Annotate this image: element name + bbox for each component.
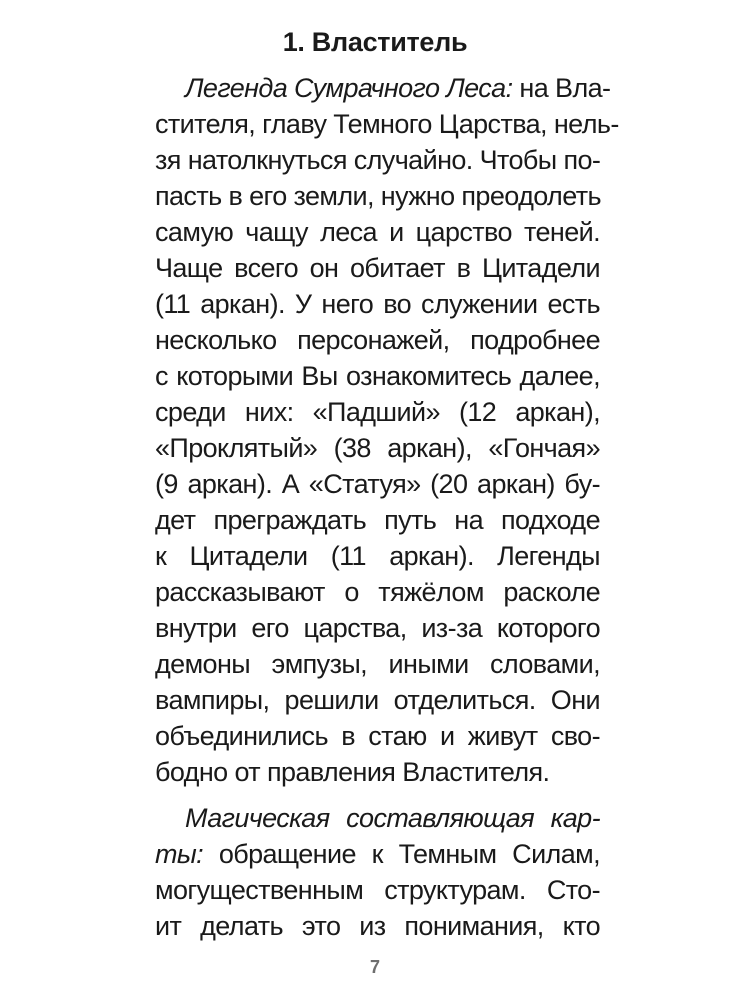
paragraph-2-line-2-rest: обращение к Темным Силам, bbox=[203, 839, 600, 869]
paragraph-2-line: могущественным структурам. Сто- bbox=[155, 875, 600, 905]
body-text bbox=[155, 70, 619, 944]
paragraph-2-line-1 bbox=[155, 800, 600, 836]
paragraph-1-line: среди них: «Падший» (12 аркан), bbox=[155, 397, 600, 427]
paragraph-1-line-1 bbox=[155, 70, 611, 106]
paragraph-1-line: (11 аркан). У него во служении есть bbox=[155, 289, 600, 319]
chapter-title: 1. Властитель bbox=[282, 27, 468, 57]
paragraph-1-line: к Цитадели (11 аркан). Легенды bbox=[155, 541, 600, 571]
magic-heading-part-1: Магическая составляющая кар- bbox=[185, 803, 600, 833]
paragraph-1-last-line: бодно от правления Властителя. bbox=[155, 757, 550, 787]
page-number: 7 bbox=[369, 957, 380, 977]
paragraph-1-line: дет преграждать путь на подходе bbox=[155, 505, 600, 535]
paragraph-1-line: «Проклятый» (38 аркан), «Гончая» bbox=[155, 433, 600, 463]
paragraph-gap bbox=[155, 790, 600, 800]
paragraph-1-line: вампиры, решили отделиться. Они bbox=[155, 685, 600, 715]
magic-heading-part-2: ты: bbox=[155, 839, 204, 869]
paragraph-1-line: Чаще всего он обитает в Цитадели bbox=[155, 253, 600, 283]
paragraph-1-line: несколько персонажей, подробнее bbox=[155, 325, 600, 355]
paragraph-1-line: с которыми Вы ознакомитесь далее, bbox=[155, 361, 600, 391]
paragraph-1-line: объединились в стаю и живут сво- bbox=[155, 721, 600, 751]
paragraph-1-line: рассказывают о тяжёлом расколе bbox=[155, 577, 600, 607]
paragraph-1-line: демоны эмпузы, иными словами, bbox=[155, 649, 600, 679]
paragraph-1-line: пасть в его земли, нужно преодолеть bbox=[155, 181, 601, 211]
paragraph-1-line-1-rest: на Вла- bbox=[512, 73, 611, 103]
paragraph-1-line: зя натолкнуться случайно. Чтобы по- bbox=[155, 145, 601, 175]
paragraph-2-line-2 bbox=[155, 836, 600, 872]
legend-heading: Легенда Сумрачного Леса: bbox=[185, 73, 513, 103]
paragraph-1-line: внутри его царства, из-за которого bbox=[155, 613, 600, 643]
paragraph-2-line: ит делать это из понимания, кто bbox=[155, 911, 600, 941]
paragraph-1-line: (9 аркан). А «Статуя» (20 аркан) бу- bbox=[155, 469, 600, 499]
paragraph-1-line: стителя, главу Темного Царства, нель- bbox=[155, 109, 619, 139]
paragraph-1-line: самую чащу леса и царство теней. bbox=[155, 217, 600, 247]
